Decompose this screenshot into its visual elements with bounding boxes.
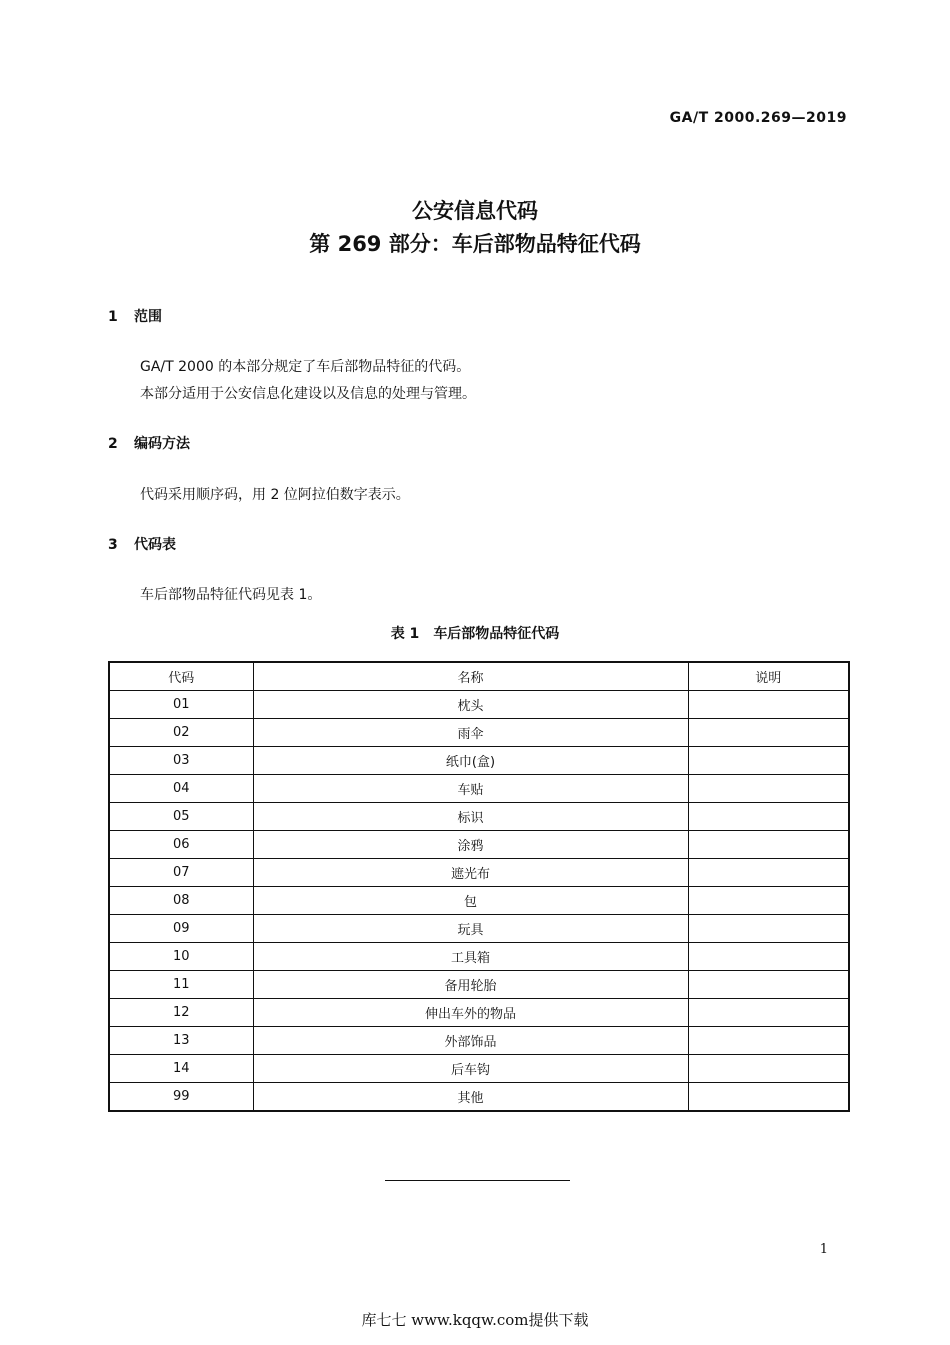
cell-name: 车贴 <box>253 775 688 803</box>
cell-name: 后车钩 <box>253 1055 688 1083</box>
cell-name: 备用轮胎 <box>253 971 688 999</box>
table-row <box>109 691 849 719</box>
cell-code: 02 <box>109 719 253 747</box>
cell-code: 14 <box>109 1055 253 1083</box>
table-row <box>109 971 849 999</box>
cell-note <box>688 999 849 1027</box>
column-header-name: 名称 <box>253 662 688 691</box>
cell-note <box>688 943 849 971</box>
document-subtitle: 第 269 部分：车后部物品特征代码 <box>309 232 641 256</box>
cell-code: 11 <box>109 971 253 999</box>
cell-note <box>688 1055 849 1083</box>
section-heading-code-table <box>108 534 176 554</box>
cell-note <box>688 775 849 803</box>
section-title: 范围 <box>134 309 162 325</box>
cell-code: 05 <box>109 803 253 831</box>
table-row <box>109 887 849 915</box>
cell-name: 工具箱 <box>253 943 688 971</box>
cell-code: 13 <box>109 1027 253 1055</box>
cell-name: 涂鸦 <box>253 831 688 859</box>
cell-name: 雨伞 <box>253 719 688 747</box>
cell-note <box>688 719 849 747</box>
cell-note <box>688 887 849 915</box>
section-number: 3 <box>108 537 118 553</box>
cell-name: 枕头 <box>253 691 688 719</box>
cell-note <box>688 1027 849 1055</box>
page-number: 1 <box>819 1242 828 1257</box>
cell-name: 伸出车外的物品 <box>253 999 688 1027</box>
method-paragraph: 代码采用顺序码，用 2 位阿拉伯数字表示。 <box>140 487 410 503</box>
table-row <box>109 1055 849 1083</box>
cell-code: 08 <box>109 887 253 915</box>
cell-name: 包 <box>253 887 688 915</box>
cell-code: 04 <box>109 775 253 803</box>
table-row <box>109 775 849 803</box>
cell-name: 标识 <box>253 803 688 831</box>
cell-code: 10 <box>109 943 253 971</box>
section-title: 代码表 <box>134 537 176 553</box>
cell-code: 12 <box>109 999 253 1027</box>
cell-note <box>688 915 849 943</box>
table-row <box>109 1083 849 1112</box>
cell-note <box>688 803 849 831</box>
cell-note <box>688 859 849 887</box>
cell-note <box>688 691 849 719</box>
table-row <box>109 719 849 747</box>
cell-note <box>688 831 849 859</box>
cell-name: 遮光布 <box>253 859 688 887</box>
section-number: 1 <box>108 309 118 325</box>
cell-code: 01 <box>109 691 253 719</box>
scope-paragraph-1: GA/T 2000 的本部分规定了车后部物品特征的代码。 <box>140 359 471 375</box>
table-header-row <box>109 662 849 691</box>
cell-name: 外部饰品 <box>253 1027 688 1055</box>
end-rule <box>385 1180 570 1181</box>
section-heading-method <box>108 433 190 453</box>
table-row <box>109 859 849 887</box>
table-caption <box>0 623 950 643</box>
table-row <box>109 803 849 831</box>
cell-note <box>688 971 849 999</box>
document-title: 公安信息代码 <box>412 199 538 223</box>
table-row <box>109 1027 849 1055</box>
cell-code: 07 <box>109 859 253 887</box>
table-row <box>109 943 849 971</box>
table-row <box>109 915 849 943</box>
cell-name: 玩具 <box>253 915 688 943</box>
table-row <box>109 831 849 859</box>
download-footer: 库七七 www.kqqw.com提供下载 <box>361 1311 589 1329</box>
column-header-code: 代码 <box>109 662 253 691</box>
column-header-note: 说明 <box>688 662 849 691</box>
table-caption-label: 表 1 <box>390 626 420 642</box>
code-table <box>108 661 850 1112</box>
cell-name: 其他 <box>253 1083 688 1112</box>
section-heading-scope <box>108 306 162 326</box>
table-row <box>109 999 849 1027</box>
section-number: 2 <box>108 436 118 452</box>
table-caption-title: 车后部物品特征代码 <box>433 626 560 642</box>
table-row <box>109 747 849 775</box>
cell-note <box>688 747 849 775</box>
section-title: 编码方法 <box>134 436 190 452</box>
cell-name: 纸巾(盒) <box>253 747 688 775</box>
scope-paragraph-2: 本部分适用于公安信息化建设以及信息的处理与管理。 <box>140 386 476 402</box>
cell-code: 09 <box>109 915 253 943</box>
cell-code: 03 <box>109 747 253 775</box>
cell-note <box>688 1083 849 1112</box>
cell-code: 06 <box>109 831 253 859</box>
standard-number: GA/T 2000.269—2019 <box>669 110 847 126</box>
cell-code: 99 <box>109 1083 253 1112</box>
table-reference-paragraph: 车后部物品特征代码见表 1。 <box>140 587 322 603</box>
